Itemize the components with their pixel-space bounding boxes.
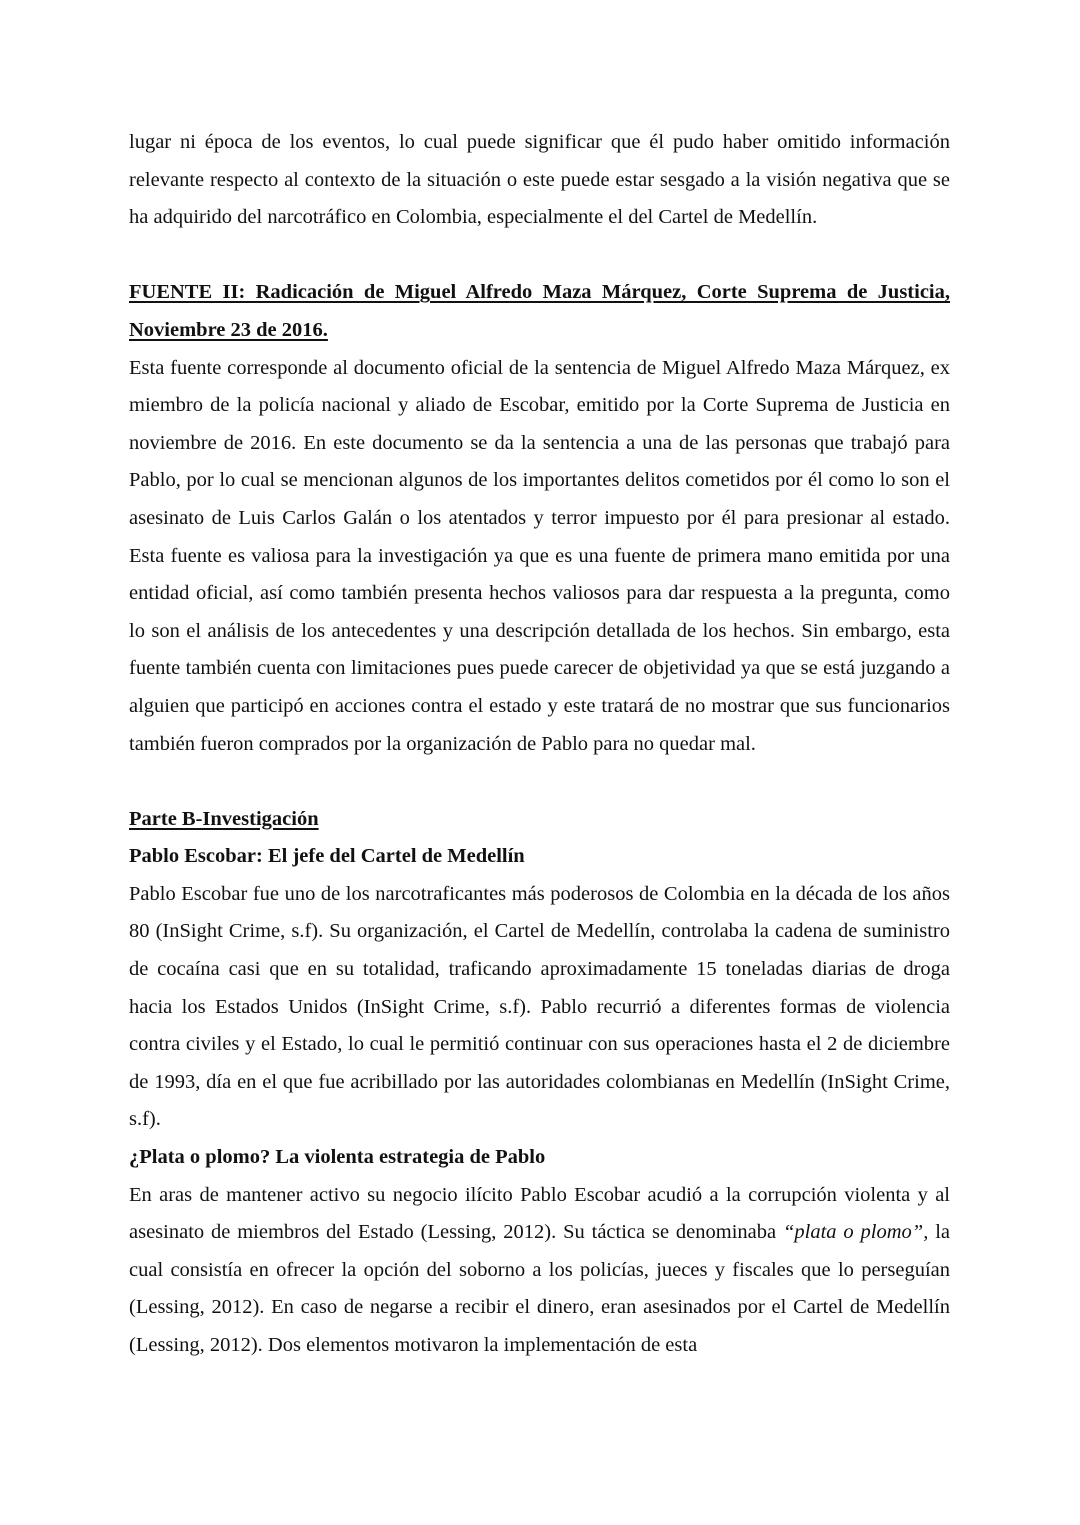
paragraph-fuente-ii: Esta fuente corresponde al documento oficial de la sentencia de Miguel Alfredo Maza Márquez, ex miembro de la policía nacional y aliado de Escobar, emitido por la Corte Suprema de Justicia en noviembre de 2016. En este documento se da la sentencia a una de las personas que trabajó para Pablo, por lo cual se mencionan algunos de los importantes delitos cometidos por él como lo son el asesinato de Luis Carlos Galán o los atentados y terror impuesto por él para presionar al estado. Esta fuente es valiosa para la investigación ya que es una fuente de primera mano emitida por una entidad oficial, así como también presenta hechos valiosos para dar respuesta a la pregunta, como lo son el análisis de los antecedentes y una descripción detallada de los hechos. Sin embargo, esta fuente también cuenta con limitaciones pues puede carecer de objetividad ya que se está juzgando a alguien que participó en acciones contra el estado y este tratará de no mostrar que sus funcionarios también fueron comprados por la organización de Pablo para no quedar mal. (129, 356, 950, 755)
paragraph-pablo-escobar: Pablo Escobar fue uno de los narcotraficantes más poderosos de Colombia en la década de los años 80 (InSight Crime, s.f). Su organización, el Cartel de Medellín, controlaba la cadena de suministro de cocaína casi que en su totalidad, traficando aproximadamente 15 toneladas diarias de droga hacia los Estados Unidos (InSight Crime, s.f). Pablo recurrió a diferentes formas de violencia contra civiles y el Estado, lo cual le permitió continuar con sus operaciones hasta el 2 de diciembre de 1993, día en el que fue acribillado por las autoridades colombianas en Medellín (InSight Crime, s.f). (129, 882, 950, 1131)
parte-b-heading: Parte B-Investigación (129, 807, 319, 830)
paragraph-spacer (129, 237, 950, 275)
section-title-pablo-escobar: Pablo Escobar: El jefe del Cartel de Medellín (129, 845, 525, 868)
paragraph-text-end: la cual consistía en ofrecer la opción del soborno a los policías, jueces y fiscales que lo perseguían (Lessing, 2012). En caso de negarse a recibir el dinero, eran asesinados por el Cartel de Medellín (Lessing, 2012). Dos elementos motivaron la implementación de esta (129, 1221, 950, 1356)
document-page (129, 124, 950, 1365)
paragraph-spacer (129, 763, 950, 801)
fuente-ii-heading: FUENTE II: Radicación de Miguel Alfredo Maza Márquez, Corte Suprema de Justicia, Noviembre 23 de 2016. (129, 281, 950, 341)
italic-term-plata-o-plomo: “plata o plomo”, (783, 1221, 929, 1244)
paragraph-source-limitations: lugar ni época de los eventos, lo cual puede significar que él pudo haber omitido información relevante respecto al contexto de la situación o este puede estar sesgado a la visión negativa que se ha adquirido del narcotráfico en Colombia, especialmente el del Cartel de Medellín. (129, 131, 950, 229)
paragraph-plata-o-plomo (129, 1177, 950, 1365)
paragraph-text-start: En aras de mantener activo su negocio ilícito Pablo Escobar acudió a la corrupción violenta y al asesinato de miembros del Estado (Lessing, 2012). Su táctica se denominaba (129, 1183, 950, 1244)
section-title-plata-o-plomo: ¿Plata o plomo? La violenta estrategia de Pablo (129, 1146, 546, 1169)
